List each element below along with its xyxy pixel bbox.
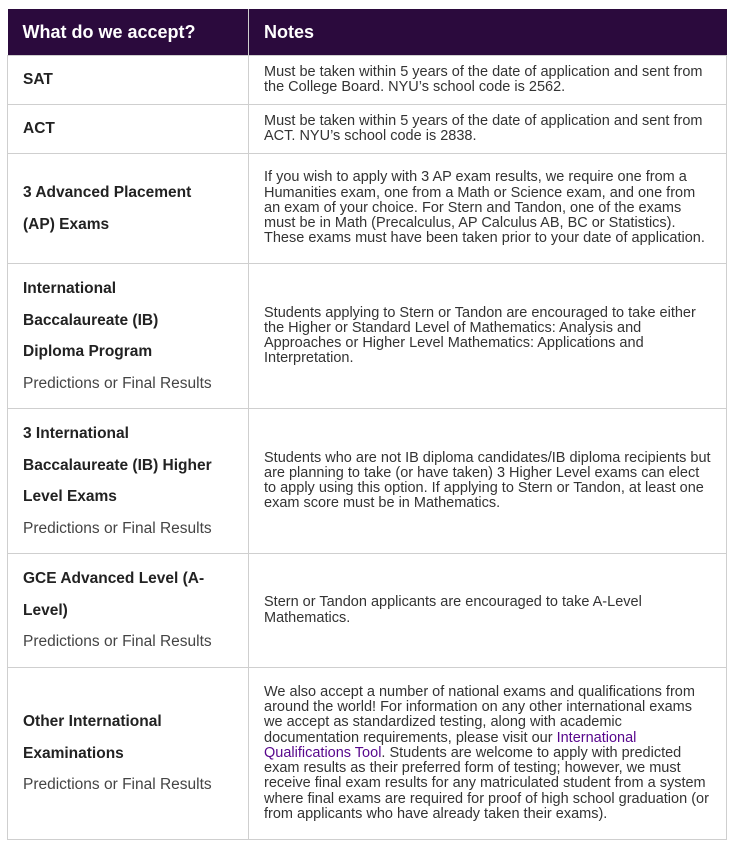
row-note-cell	[249, 554, 727, 668]
exam-sublabel: Predictions or Final Results	[23, 374, 212, 392]
row-note-cell	[249, 668, 727, 840]
exam-label: Baccalaureate (IB) Higher	[23, 456, 212, 474]
row-note-cell	[249, 154, 727, 264]
exam-requirements-table-wrapper	[7, 9, 726, 840]
row-label-cell	[8, 154, 249, 264]
table-row-other-international	[8, 668, 727, 840]
exam-sublabel: Predictions or Final Results	[23, 633, 212, 651]
header-notes: Notes	[249, 9, 727, 56]
header-accept: What do we accept?	[8, 9, 249, 56]
table-row-ib-higher-level	[8, 409, 727, 554]
row-label-cell	[8, 56, 249, 105]
table-header-row	[8, 9, 727, 56]
exam-label: Baccalaureate (IB)	[23, 311, 159, 329]
exam-note-text: . Students are welcome to apply with predicted exam results as their preferred form of testing; however, we must receive final exam results for any matriculated student from a system where final exams are required for proof of high school graduation (or from applicants who have already taken their exams).	[264, 744, 709, 822]
exam-note: Stern or Tandon applicants are encouraged to take A-Level Mathematics.	[264, 594, 642, 626]
exam-requirements-table	[7, 9, 727, 840]
table-row-ib-diploma	[8, 264, 727, 409]
exam-label: International	[23, 280, 117, 297]
exam-sublabel: Predictions or Final Results	[23, 519, 212, 537]
row-note-cell	[249, 264, 727, 409]
exam-note: Must be taken within 5 years of the date of application and sent from ACT. NYU’s school code is 2838.	[264, 112, 703, 144]
exam-note: Must be taken within 5 years of the date of application and sent from the College Board. NYU’s school code is 2562.	[264, 63, 703, 95]
exam-label: GCE Advanced Level (A-	[23, 570, 205, 588]
exam-label: Examinations	[23, 744, 124, 762]
exam-note	[264, 685, 712, 822]
exam-note: If you wish to apply with 3 AP exam results, we require one from a Humanities exam, one from a Math or Science exam, and one from an exam of your choice. For Stern and Tandon, one of the exams must be in Math (Precalculus, AP Calculus AB, BC or Statistics). These exams must have been taken prior to your date of application.	[264, 169, 705, 247]
row-label-cell	[8, 409, 249, 554]
row-note-cell	[249, 105, 727, 154]
exam-label: Level)	[23, 601, 68, 619]
exam-label: ACT	[23, 120, 55, 138]
exam-note: Students applying to Stern or Tandon are encouraged to take either the Higher or Standard Level of Mathematics: Analysis and Approaches or Higher Level Mathematics: Applications and Interpretation.	[264, 304, 696, 367]
exam-label: Level Exams	[23, 488, 117, 505]
exam-label: Other International	[23, 713, 162, 731]
row-note-cell	[249, 409, 727, 554]
exam-label: (AP) Exams	[23, 215, 110, 233]
exam-label: 3 International	[23, 425, 129, 442]
exam-label: SAT	[23, 71, 53, 89]
table-row-ap	[8, 154, 727, 264]
exam-label: 3 Advanced Placement	[23, 184, 192, 201]
row-label-cell	[8, 668, 249, 840]
table-row-act	[8, 105, 727, 154]
exam-note: Students who are not IB diploma candidates/IB diploma recipients but are planning to take (or have taken) 3 Higher Level exams can elect to apply using this option. If applying to Stern or Tandon, at least one exam score must be in Mathematics.	[264, 449, 711, 512]
table-row-sat	[8, 56, 727, 105]
row-note-cell	[249, 56, 727, 105]
row-label-cell	[8, 105, 249, 154]
exam-note-text: We also accept a number of national exams and qualifications from around the world! For information on any other international exams we accept as standardized testing, along with academic documentation requirements, please visit our	[264, 684, 695, 746]
international-qualifications-tool-link[interactable]: International Qualifications Tool	[264, 729, 637, 761]
exam-sublabel: Predictions or Final Results	[23, 776, 212, 794]
row-label-cell	[8, 554, 249, 668]
table-row-gce-a-level	[8, 554, 727, 668]
exam-label: Diploma Program	[23, 343, 153, 360]
row-label-cell	[8, 264, 249, 409]
